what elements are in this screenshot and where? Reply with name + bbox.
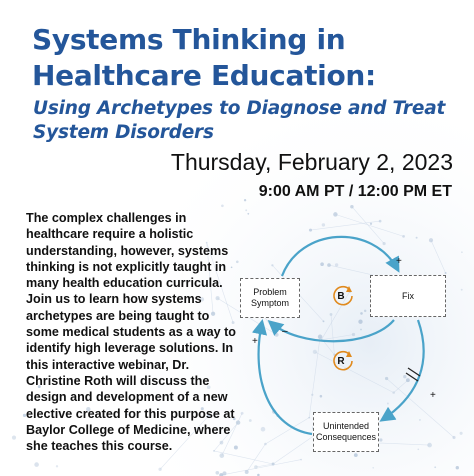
event-date: Thursday, February 2, 2023 xyxy=(170,149,453,175)
sign-plus-right: + xyxy=(430,390,436,401)
network-dot xyxy=(350,205,353,208)
page-subtitle: Using Archetypes to Diagnose and Treat System Disorders xyxy=(33,98,446,143)
problem-symptom-label: Problem Symptom xyxy=(250,287,289,308)
network-dot xyxy=(56,465,58,467)
delay-mark-2 xyxy=(406,373,418,381)
network-dot xyxy=(221,204,224,207)
network-dot xyxy=(215,471,219,475)
reinforcing-loop-label: R xyxy=(337,356,345,367)
fix-label: Fix xyxy=(402,290,414,301)
sign-plus-left: + xyxy=(252,336,258,347)
page-title: Systems Thinking in Healthcare Education: xyxy=(32,23,376,92)
problem-symptom-box xyxy=(240,278,300,318)
network-dot xyxy=(158,468,161,471)
unintended-consequences-label: Unintended Consequences xyxy=(315,421,377,442)
sign-plus-fix: + xyxy=(396,256,402,267)
sign-minus: – xyxy=(282,326,288,337)
event-time: 9:00 AM PT / 12:00 PM ET xyxy=(258,183,452,200)
unintended-consequences-box xyxy=(313,412,379,452)
arrow-fix-to-problem xyxy=(270,320,394,341)
balancing-loop-label: B xyxy=(337,291,345,302)
arrow-fix-to-unintended xyxy=(382,320,424,420)
arrow-problem-to-fix xyxy=(282,237,398,276)
network-dot xyxy=(34,462,39,467)
fix-box xyxy=(370,275,446,317)
event-description: The complex challenges in healthcare require a holistic understanding, however, systems thinking is not explicitly taught in many health education curricula. Join us to learn how systems archetypes are being taught to some medical students as a way to identify high leverage solutions. In this interactive webinar, Dr. Christine Roth will discuss the design and development of a new elective created for this purpose at Baylor College of Medicine, where she teaches this course. xyxy=(26,211,236,454)
delay-mark-1 xyxy=(408,368,420,376)
network-dot xyxy=(12,436,16,440)
network-dot xyxy=(244,199,246,201)
